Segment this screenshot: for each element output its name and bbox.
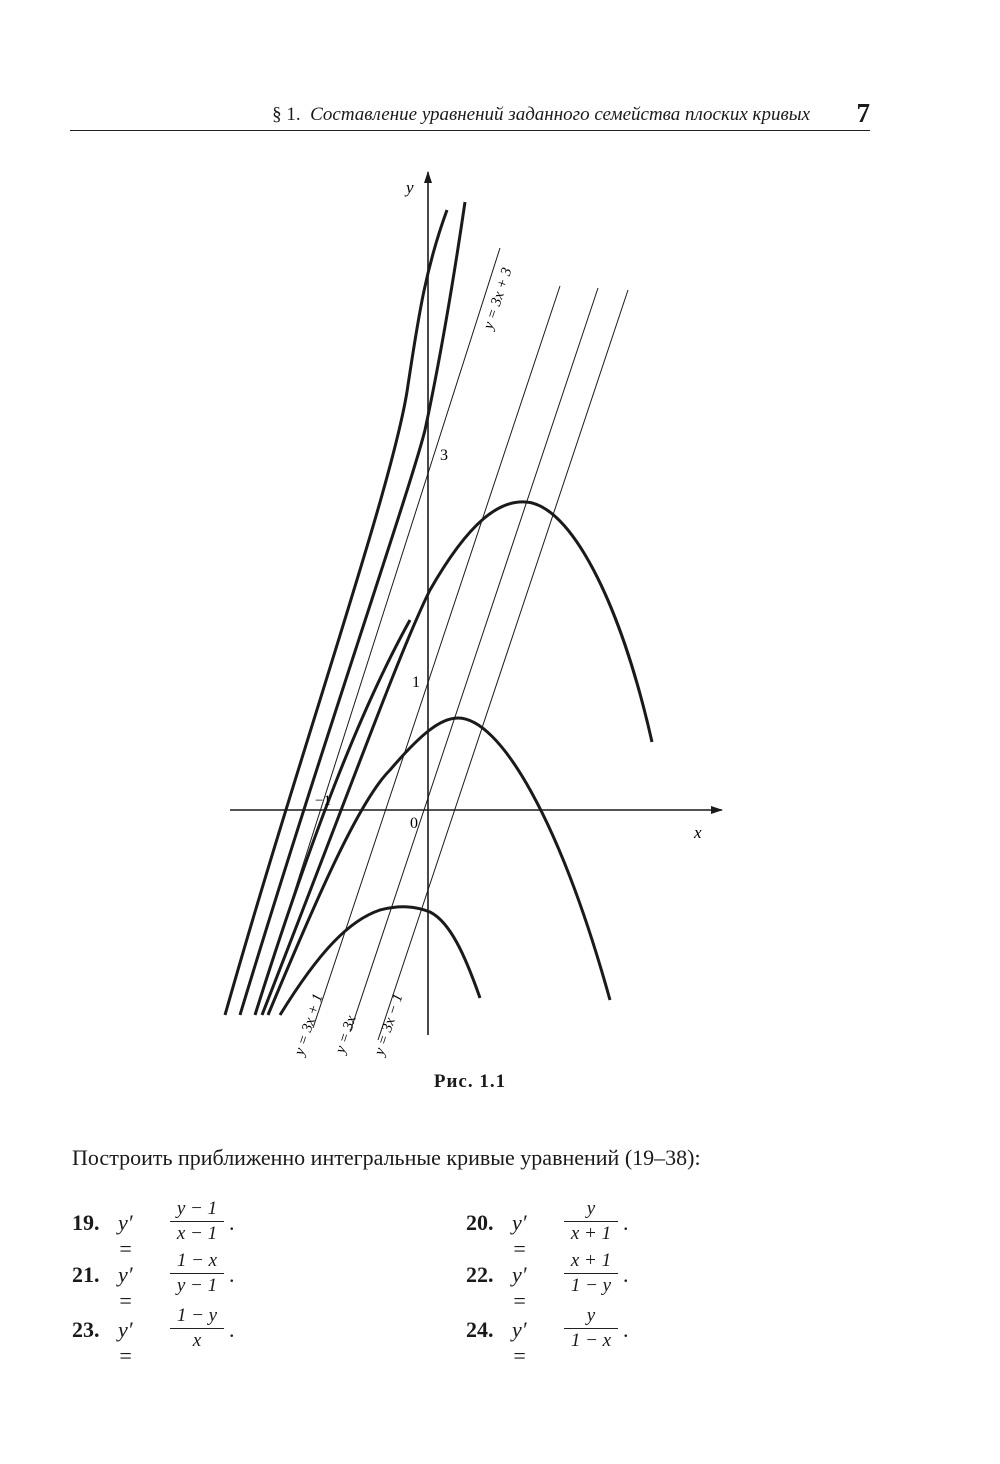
problem-lhs: y′ =	[512, 1262, 527, 1313]
problem-number: 20.	[466, 1210, 494, 1235]
isocline-3x-minus-1	[378, 290, 628, 1040]
problem-number: 23.	[72, 1317, 100, 1342]
fraction-numerator: y	[564, 1198, 618, 1222]
line-label-3x-plus-1: y = 3x + 1	[291, 991, 327, 1058]
problem-number: 22.	[466, 1262, 494, 1287]
problem-end: .	[229, 1317, 235, 1342]
fraction-numerator: 1 − x	[170, 1250, 224, 1274]
line-label-3x-plus-3: y = 3x + 3	[480, 265, 516, 332]
problem-number: 24.	[466, 1317, 494, 1342]
y-axis-label: y	[406, 178, 414, 197]
problem-lhs: y′ =	[512, 1317, 527, 1368]
problem-end: .	[229, 1210, 235, 1235]
problem-end: .	[623, 1317, 629, 1342]
fraction-denominator: x	[192, 1330, 202, 1351]
fraction-numerator: x + 1	[564, 1250, 618, 1274]
exercise-intro: Построить приближенно интегральные кривые уравнений (19–38):	[72, 1145, 701, 1170]
problem-lhs: y′ =	[512, 1210, 527, 1261]
integral-curves	[225, 202, 652, 1015]
fraction-numerator: y − 1	[170, 1198, 224, 1222]
tick-label-y-1: 1	[412, 674, 420, 691]
fraction-denominator: x + 1	[570, 1223, 612, 1244]
figure-1-1	[0, 160, 900, 1060]
section-number: § 1.	[272, 104, 301, 125]
problem-end: .	[623, 1262, 629, 1287]
fraction-denominator: y − 1	[176, 1275, 218, 1296]
problem-lhs: y′ =	[118, 1317, 133, 1368]
running-head-title	[272, 104, 810, 126]
fraction-denominator: 1 − y	[570, 1275, 612, 1296]
line-label-3x-minus-1: y = 3x − 1	[371, 991, 407, 1058]
section-title: Составление уравнений заданного семейства плоских кривых	[310, 104, 810, 125]
problem-lhs: y′ =	[118, 1262, 133, 1313]
problem-number: 21.	[72, 1262, 100, 1287]
figure-caption: Рис. 1.1	[433, 1071, 507, 1092]
fraction	[170, 1198, 224, 1246]
tick-label-y-3: 3	[440, 447, 448, 464]
fraction-numerator: 1 − y	[170, 1305, 224, 1329]
fraction	[170, 1250, 224, 1298]
problem-lhs: y′ =	[118, 1210, 133, 1261]
isocline-3x	[350, 288, 598, 1032]
fraction-denominator: x − 1	[176, 1223, 218, 1244]
line-label-3x: y = 3x	[332, 1013, 360, 1056]
problem-end: .	[229, 1262, 235, 1287]
fraction	[170, 1305, 224, 1353]
fraction	[564, 1250, 618, 1298]
integral-curve	[240, 202, 465, 1015]
problem-number: 19.	[72, 1210, 100, 1235]
integral-curve	[255, 620, 410, 1015]
fraction	[564, 1198, 618, 1246]
running-head	[70, 98, 870, 131]
origin-label: 0	[410, 815, 418, 832]
fraction-denominator: 1 − x	[570, 1330, 612, 1351]
x-axis-label: x	[694, 823, 702, 842]
page-number: 7	[856, 98, 870, 128]
fraction-numerator: y	[564, 1305, 618, 1329]
problem-end: .	[623, 1210, 629, 1235]
fraction	[564, 1305, 618, 1353]
tick-label-x-minus-1: −1	[315, 793, 331, 809]
integral-curve	[225, 210, 447, 1015]
